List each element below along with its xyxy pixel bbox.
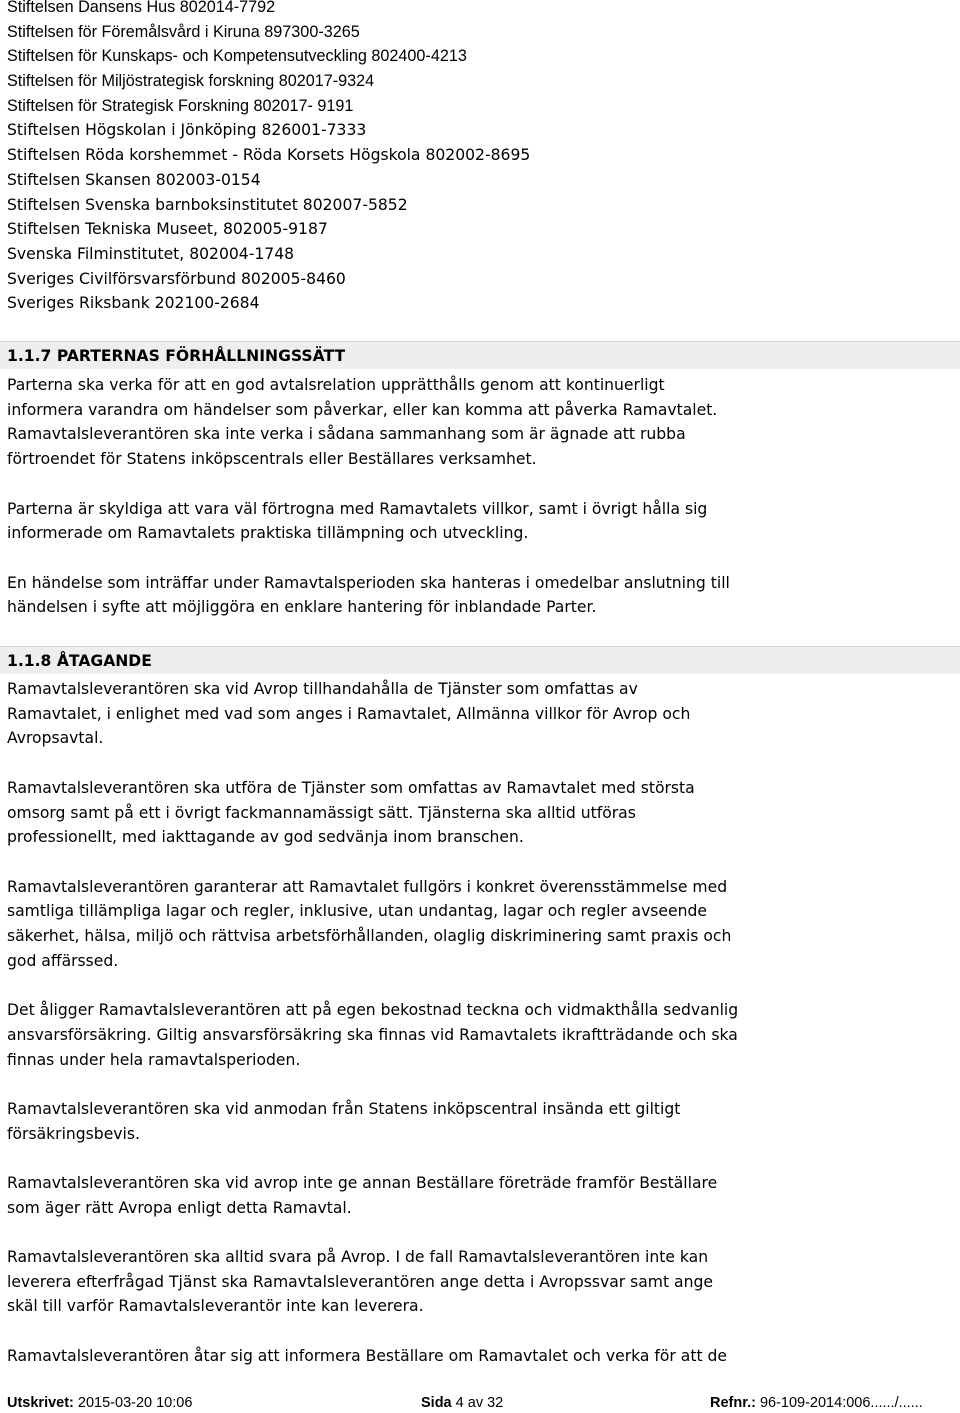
organisation-item: Stiftelsen för Kunskaps- och Kompetensutveckling 802400-4213 [7,47,467,66]
paragraph: Ramavtalsleverantören ska vid anmodan från Statens inköpscentral insända ett giltigt försäkringsbevis. [7,1099,681,1143]
organisation-item: Stiftelsen Svenska barnboksinstitutet 802007-5852 [7,195,408,214]
organisation-item: Stiftelsen Skansen 802003-0154 [7,170,261,189]
section-heading: 1.1.8 ÅTAGANDE [0,646,960,674]
printed-value: 2015-03-20 10:06 [77,1395,193,1411]
section-heading: 1.1.7 PARTERNAS FÖRHÅLLNINGSSÄTT [0,341,960,369]
printed-label: Utskrivet: [7,1395,74,1411]
paragraph: Ramavtalsleverantören garanterar att Ramavtalet fullgörs i konkret överensstämmelse med samtliga tillämpliga lagar och regler, inklusive, utan undantag, lagar och regler avseende säkerhet, hälsa, miljö och rättvisa arbetsförhållanden, olaglig diskriminering samt praxis och god affärssed. [7,877,732,970]
paragraph: En händelse som inträffar under Ramavtalsperioden ska hanteras i omedelbar anslutning till händelsen i syfte att möjliggöra en enklare hantering för inblandade Parter. [7,573,730,617]
paragraph: Parterna är skyldiga att vara väl förtrogna med Ramavtalets villkor, samt i övrigt hålla sig informerade om Ramavtalets praktiska tillämpning och utveckling. [7,499,708,543]
section-1-1-7 [0,341,960,620]
page-label: Sida [421,1395,452,1411]
ref-value: 96-109-2014:006....../...... [759,1395,923,1411]
paragraph: Det åligger Ramavtalsleverantören att på egen bekostnad teckna och vidmakthålla sedvanlig ansvarsförsäkring. Giltig ansvarsförsäkring ska finnas vid Ramavtalets ikraftträdande och ska finnas under hela ramavtalsperioden. [7,1001,739,1069]
organisation-list [7,0,530,316]
paragraph: Ramavtalsleverantören ska utföra de Tjänster som omfattas av Ramavtalet med största omsorg samt på ett i övrigt fackmannamässigt sätt. Tjänsterna ska alltid utföras professionellt, med iakttagande av god sedvänja inom branschen. [7,778,695,847]
organisation-item: Sveriges Civilförsvarsförbund 802005-8460 [7,269,346,288]
section-1-1-8 [0,646,960,1369]
reference-number [710,1393,923,1413]
paragraph: Ramavtalsleverantören ska vid avrop inte ge annan Beställare företräde framför Beställare som äger rätt Avropa enligt detta Ramavtal. [7,1173,718,1217]
organisation-item: Stiftelsen för Strategisk Forskning 802017- 9191 [7,96,354,115]
organisation-item: Stiftelsen Tekniska Museet, 802005-9187 [7,220,328,239]
page-value: 4 av 32 [455,1395,504,1411]
organisation-item: Stiftelsen Dansens Hus 802014-7792 [7,0,276,16]
ref-label: Refnr.: [710,1395,756,1411]
organisation-item: Svenska Filminstitutet, 802004-1748 [7,244,295,263]
paragraph: Ramavtalsleverantören åtar sig att informera Beställare om Ramavtalet och verka för att de [7,1346,728,1365]
page-number [421,1393,503,1413]
printed-date [7,1393,192,1413]
organisation-item: Stiftelsen för Föremålsvård i Kiruna 897300-3265 [7,22,360,41]
page-footer [7,1393,960,1413]
paragraph: Ramavtalsleverantören ska alltid svara på Avrop. I de fall Ramavtalsleverantören inte kan leverera efterfrågad Tjänst ska Ramavtalsleverantören ange detta i Avropssvar samt ange skäl till varför Ramavtalsleverantör inte kan leverera. [7,1248,713,1316]
organisation-item: Stiftelsen för Miljöstrategisk forskning 802017-9324 [7,72,375,91]
paragraph: Ramavtalsleverantören ska vid Avrop tillhandahålla de Tjänster som omfattas av Ramavtalet, i enlighet med vad som anges i Ramavtalet, Allmänna villkor för Avrop och Avropsavtal. [7,680,691,748]
paragraph: Parterna ska verka för att en god avtalsrelation upprätthålls genom att kontinuerligt informera varandra om händelser som påverkar, eller kan komma att påverka Ramavtalet. Ramavtalsleverantören ska inte verka i sådana sammanhang som är ägnade att rubba förtroendet för Statens inköpscentrals eller Beställares verksamhet. [7,376,718,469]
organisation-item: Sveriges Riksbank 202100-2684 [7,294,260,313]
organisation-item: Stiftelsen Högskolan i Jönköping 826001-7333 [7,121,367,140]
organisation-item: Stiftelsen Röda korshemmet - Röda Korsets Högskola 802002-8695 [7,146,531,165]
